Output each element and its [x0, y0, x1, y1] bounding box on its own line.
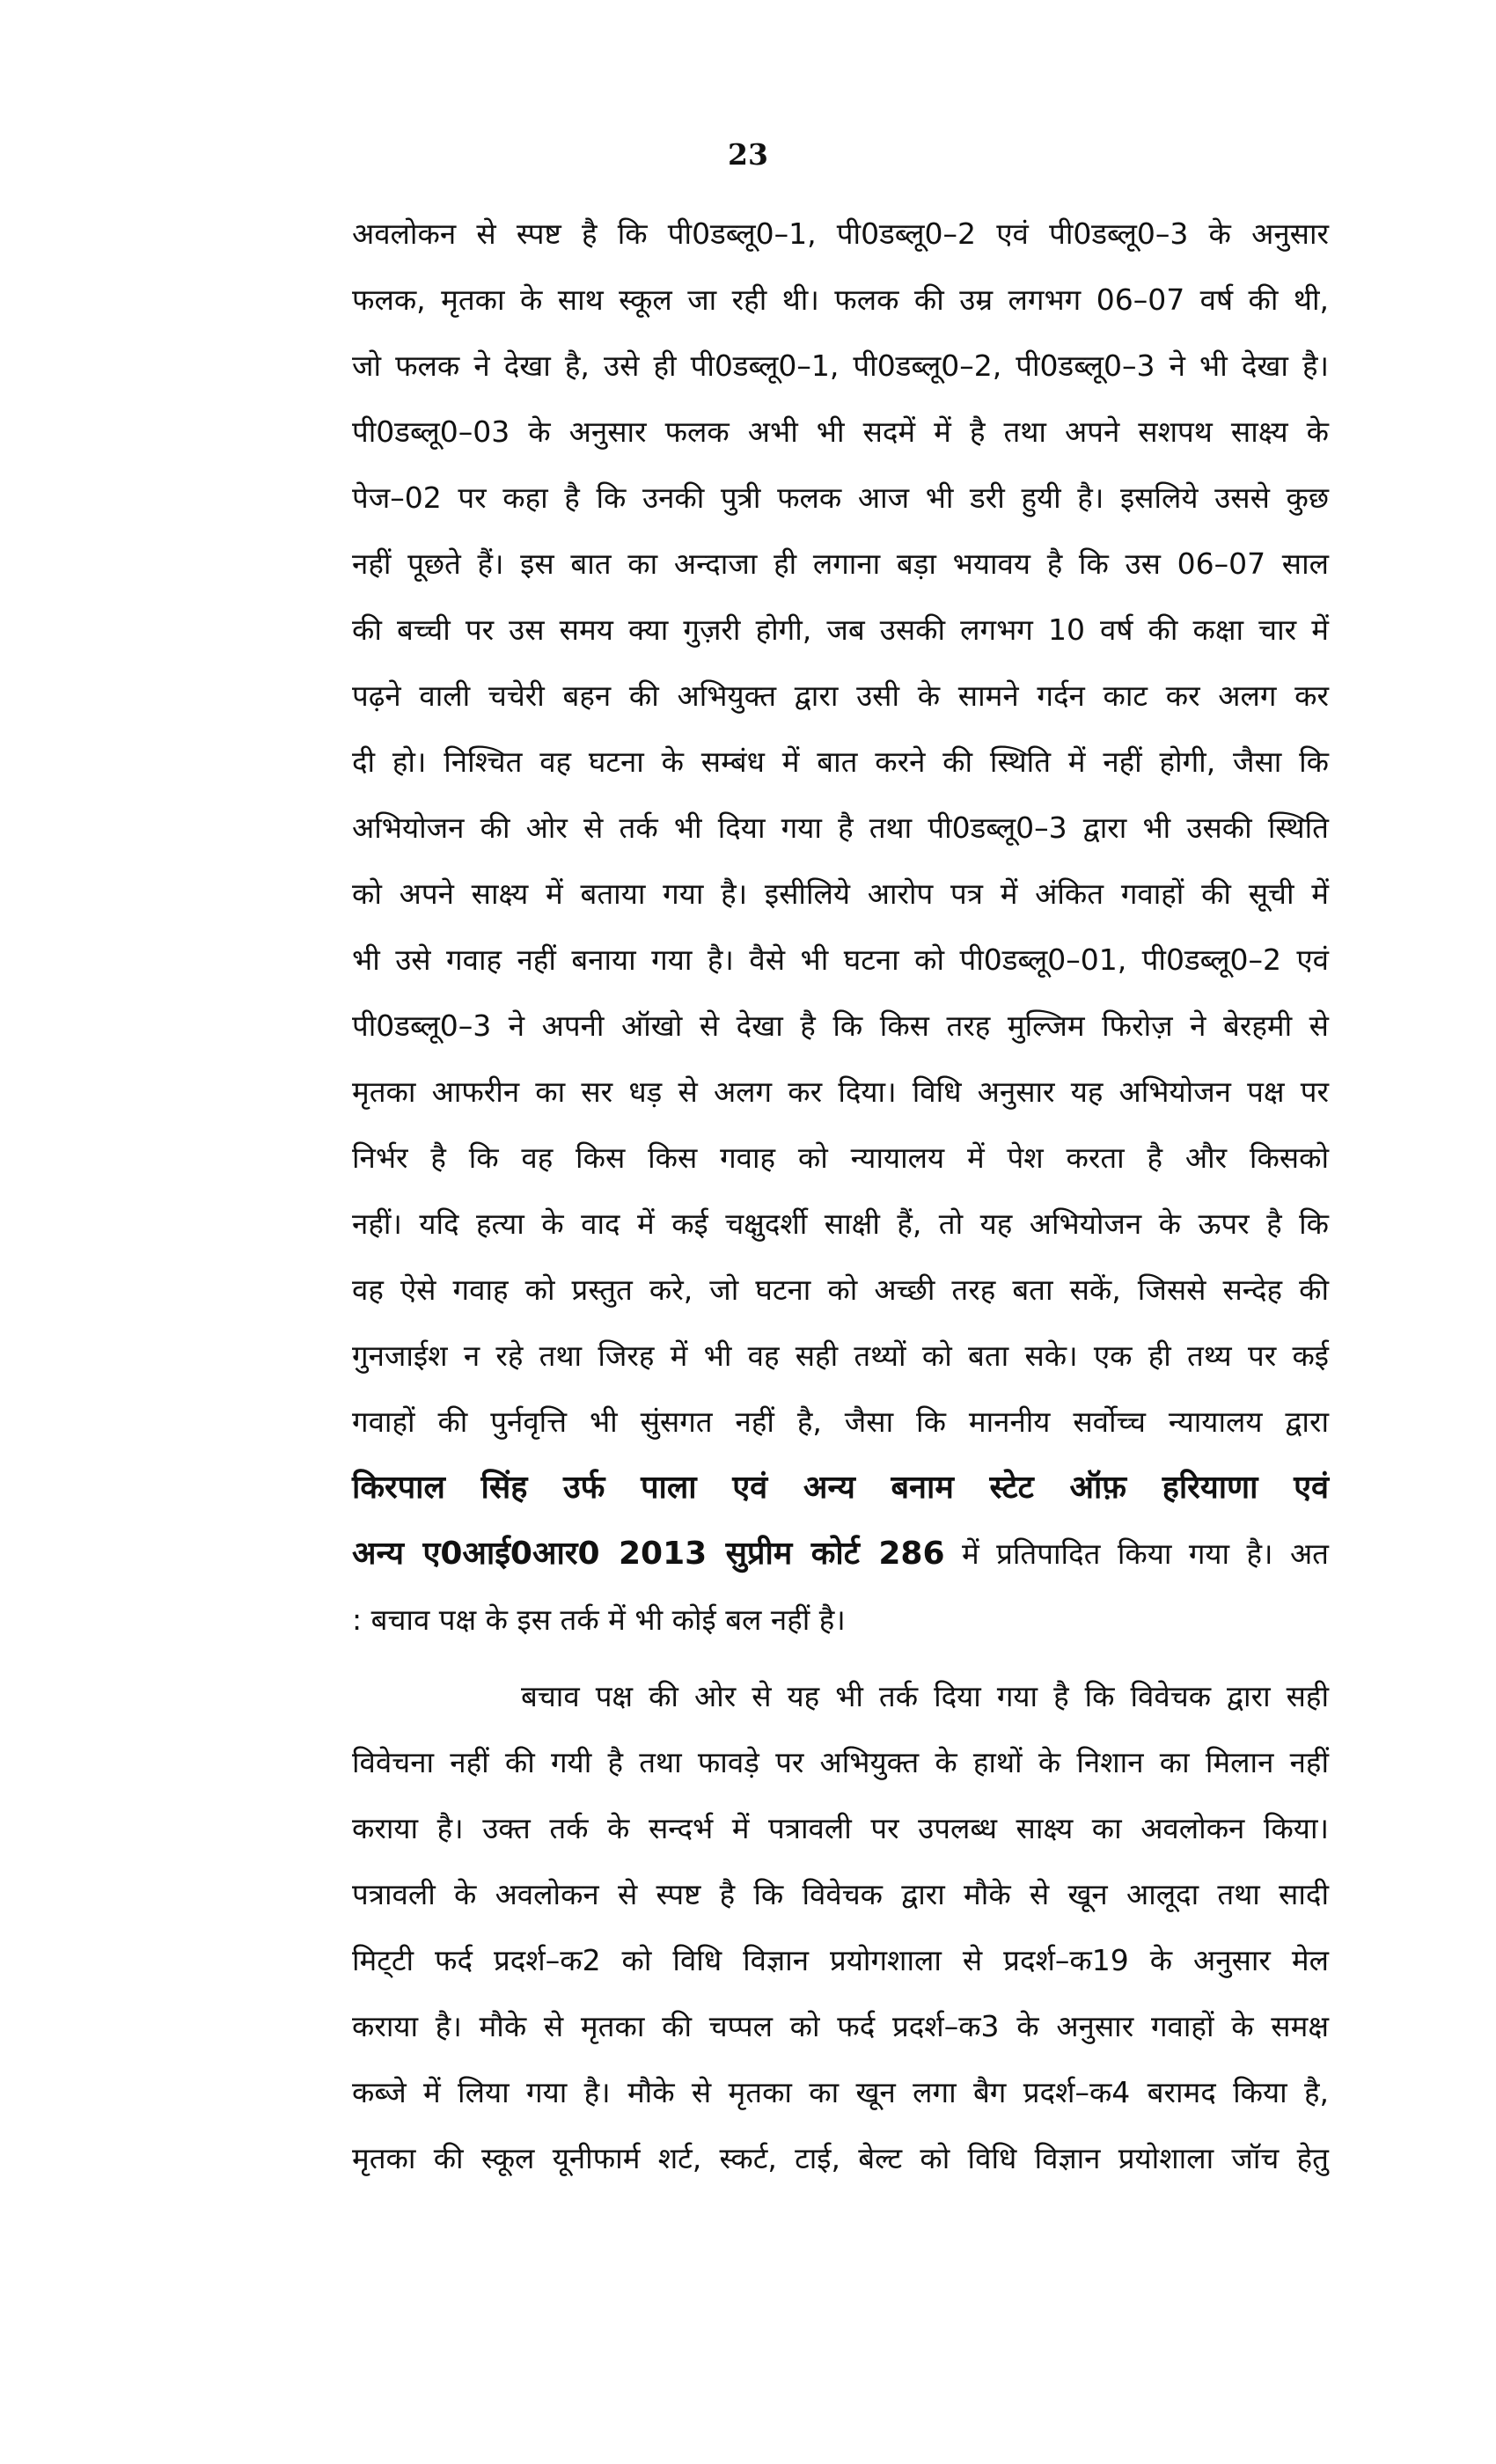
- text-line: कराया है। मौके से मृतका की चप्पल को फर्द प्रदर्श–क3 के अनुसार गवाहों के समक्ष: [352, 2009, 1329, 2043]
- text-line: फलक, मृतका के साथ स्कूल जा रही थी। फलक की उम्र लगभग 06–07 वर्ष की थी,: [352, 282, 1329, 317]
- text-line: पेज–02 पर कहा है कि उनकी पुत्री फलक आज भी डरी हुयी है। इसलिये उससे कुछ: [352, 480, 1329, 515]
- text-line: गुनजाईश न रहे तथा जिरह में भी वह सही तथ्यों को बता सके। एक ही तथ्य पर कई: [352, 1338, 1329, 1373]
- citation-continuation: में प्रतिपादित किया गया है। अत: [944, 1536, 1329, 1571]
- text-line: कब्जे में लिया गया है। मौके से मृतका का खून लगा बैग प्रदर्श–क4 बरामद किया है,: [352, 2075, 1329, 2109]
- text-line: नहीं पूछते हैं। इस बात का अन्दाजा ही लगाना बड़ा भयावय है कि उस 06–07 साल: [352, 546, 1329, 581]
- case-citation-line: किरपाल सिंह उर्फ पाला एवं अन्य बनाम स्टेट ऑफ़ हरियाणा एवं: [352, 1470, 1329, 1506]
- text-line: भी उसे गवाह नहीं बनाया गया है। वैसे भी घटना को पी0डब्लू0–01, पी0डब्लू0–2 एवं: [352, 942, 1329, 977]
- text-line: अवलोकन से स्पष्ट है कि पी0डब्लू0–1, पी0डब्लू0–2 एवं पी0डब्लू0–3 के अनुसार: [352, 216, 1329, 251]
- text-line: मृतका की स्कूल यूनीफार्म शर्ट, स्कर्ट, टाई, बेल्ट को विधि विज्ञान प्रयोशाला जॉच हेतु: [352, 2141, 1329, 2175]
- text-line: अभियोजन की ओर से तर्क भी दिया गया है तथा पी0डब्लू0–3 द्वारा भी उसकी स्थिति: [352, 810, 1329, 845]
- page-number: 23: [728, 137, 768, 172]
- case-citation-reference: अन्य ए0आई0आर0 2013 सुप्रीम कोर्ट 286: [352, 1536, 945, 1572]
- text-line: जो फलक ने देखा है, उसे ही पी0डब्लू0–1, पी0डब्लू0–2, पी0डब्लू0–3 ने भी देखा है।: [352, 348, 1329, 383]
- text-line: मिट्‌टी फर्द प्रदर्श–क2 को विधि विज्ञान प्रयोगशाला से प्रदर्श–क19 के अनुसार मेल: [352, 1943, 1329, 1977]
- text-line: की बच्ची पर उस समय क्या गुज़री होगी, जब उसकी लगभग 10 वर्ष की कक्षा चार में: [352, 612, 1329, 647]
- text-line: वह ऐसे गवाह को प्रस्तुत करे, जो घटना को अच्छी तरह बता सकें, जिससे सन्देह की: [352, 1272, 1329, 1307]
- text-line: बचाव पक्ष की ओर से यह भी तर्क दिया गया है कि विवेचक द्वारा सही: [521, 1679, 1329, 1713]
- text-line: पी0डब्लू0–03 के अनुसार फलक अभी भी सदमें में है तथा अपने सशपथ साक्ष्य के: [352, 414, 1329, 449]
- text-line: पढ़ने वाली चचेरी बहन की अभियुक्त द्वारा उसी के सामने गर्दन काट कर अलग कर: [352, 678, 1329, 713]
- text-line: गवाहों की पुर्नवृत्ति भी सुंसगत नहीं है, जैसा कि माननीय सर्वोच्च न्यायालय द्वारा: [352, 1404, 1329, 1439]
- text-line: पी0डब्लू0–3 ने अपनी ऑखो से देखा है कि किस तरह मुल्जिम फिरोज़ ने बेरहमी से: [352, 1008, 1329, 1043]
- text-line: विवेचना नहीं की गयी है तथा फावड़े पर अभियुक्त के हाथों के निशान का मिलान नहीं: [352, 1745, 1329, 1779]
- text-line: दी हो। निश्चित वह घटना के सम्बंध में बात करने की स्थिति में नहीं होगी, जैसा कि: [352, 744, 1329, 779]
- text-line: नहीं। यदि हत्या के वाद में कई चक्षुदर्शी साक्षी हैं, तो यह अभियोजन के ऊपर है कि: [352, 1206, 1329, 1241]
- paragraph-gap: [352, 1653, 1329, 1663]
- text-line: मृतका आफरीन का सर धड़ से अलग कर दिया। विधि अनुसार यह अभियोजन पक्ष पर: [352, 1074, 1329, 1109]
- paragraph-2: [352, 1663, 1329, 2191]
- text-line: कराया है। उक्त तर्क के सन्दर्भ में पत्रावली पर उपलब्ध साक्ष्य का अवलोकन किया।: [352, 1811, 1329, 1845]
- text-line: निर्भर है कि वह किस किस गवाह को न्यायालय में पेश करता है और किसको: [352, 1140, 1329, 1175]
- paragraph-closing-line: : बचाव पक्ष के इस तर्क में भी कोई बल नहीं है।: [352, 1602, 846, 1637]
- text-line: को अपने साक्ष्य में बताया गया है। इसीलिये आरोप पत्र में अंकित गवाहों की सूची में: [352, 876, 1329, 911]
- case-citation-line-2: [352, 1521, 1329, 1587]
- text-line: पत्रावली के अवलोकन से स्पष्ट है कि विवेचक द्वारा मौके से खून आलूदा तथा सादी: [352, 1877, 1329, 1911]
- paragraph-1: [352, 201, 1329, 1653]
- body-text: [352, 201, 1329, 2191]
